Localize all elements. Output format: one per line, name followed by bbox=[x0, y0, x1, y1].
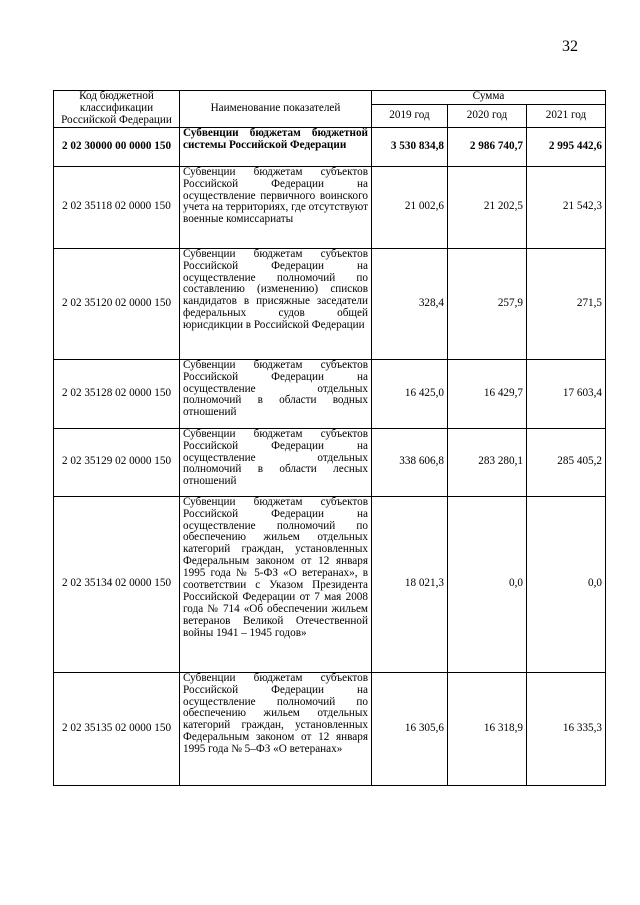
budget-table bbox=[53, 90, 606, 786]
row-value-2019: 16 425,0 bbox=[372, 359, 448, 428]
table-row bbox=[54, 672, 606, 785]
row-code: 2 02 35118 02 0000 150 bbox=[54, 166, 180, 248]
table-row bbox=[54, 428, 606, 496]
row-code: 2 02 35134 02 0000 150 bbox=[54, 496, 180, 672]
row-value-2020: 21 202,5 bbox=[448, 166, 527, 248]
table-row bbox=[54, 359, 606, 428]
header-year-2019: 2019 год bbox=[372, 104, 448, 127]
row-code: 2 02 35129 02 0000 150 bbox=[54, 428, 180, 496]
row-value-2021: 17 603,4 bbox=[527, 359, 606, 428]
header-sum: Сумма bbox=[372, 91, 606, 105]
header-year-2021: 2021 год bbox=[527, 104, 606, 127]
row-name: Субвенции бюджетам субъектов Российской Федерации на осуществление отдельных полномочий в области лесных отношений bbox=[180, 428, 372, 496]
row-name: Субвенции бюджетам бюджетной системы Российской Федерации bbox=[180, 127, 372, 166]
row-value-2019: 338 606,8 bbox=[372, 428, 448, 496]
header-code: Код бюджетной классификации Российской Федерации bbox=[54, 91, 180, 128]
row-value-2021: 271,5 bbox=[527, 248, 606, 359]
row-value-2020: 257,9 bbox=[448, 248, 527, 359]
row-value-2021: 16 335,3 bbox=[527, 672, 606, 785]
row-value-2020: 283 280,1 bbox=[448, 428, 527, 496]
table-row bbox=[54, 496, 606, 672]
row-value-2020: 0,0 bbox=[448, 496, 527, 672]
table-row bbox=[54, 166, 606, 248]
table-row bbox=[54, 248, 606, 359]
row-value-2019: 16 305,6 bbox=[372, 672, 448, 785]
row-name: Субвенции бюджетам субъектов Российской Федерации на осуществление первичного воинского учета на территориях, где отсутствуют военные комиссариаты bbox=[180, 166, 372, 248]
row-value-2020: 2 986 740,7 bbox=[448, 127, 527, 166]
header-year-2020: 2020 год bbox=[448, 104, 527, 127]
row-name: Субвенции бюджетам субъектов Российской Федерации на осуществление полномочий по составлению (изменению) списков кандидатов в присяжные заседатели федеральных судов общей юрисдикции в Российской Федерации bbox=[180, 248, 372, 359]
row-name: Субвенции бюджетам субъектов Российской Федерации на осуществление полномочий по обеспечению жильем отдельных категорий граждан, установленных Федеральным законом от 12 января 1995 года № 5–ФЗ «О ветеранах» bbox=[180, 672, 372, 785]
row-name: Субвенции бюджетам субъектов Российской Федерации на осуществление отдельных полномочий в области водных отношений bbox=[180, 359, 372, 428]
header-name: Наименование показателей bbox=[180, 91, 372, 128]
row-value-2019: 18 021,3 bbox=[372, 496, 448, 672]
row-code: 2 02 35120 02 0000 150 bbox=[54, 248, 180, 359]
row-value-2019: 21 002,6 bbox=[372, 166, 448, 248]
row-code: 2 02 35135 02 0000 150 bbox=[54, 672, 180, 785]
row-code: 2 02 35128 02 0000 150 bbox=[54, 359, 180, 428]
row-value-2021: 21 542,3 bbox=[527, 166, 606, 248]
row-value-2021: 285 405,2 bbox=[527, 428, 606, 496]
row-name: Субвенции бюджетам субъектов Российской Федерации на осуществление полномочий по обеспечению жильем отдельных категорий граждан, установленных Федеральным законом от 12 января 1995 года № 5-ФЗ «О ветеранах», в соответствии с Указом Президента Российской Федерации от 7 мая 2008 года № 714 «Об обеспечении жильем ветеранов Великой Отечественной войны 1941 – 1945 годов» bbox=[180, 496, 372, 672]
table-row bbox=[54, 127, 606, 166]
row-value-2019: 328,4 bbox=[372, 248, 448, 359]
row-value-2020: 16 318,9 bbox=[448, 672, 527, 785]
row-code: 2 02 30000 00 0000 150 bbox=[54, 127, 180, 166]
page-number: 32 bbox=[562, 38, 578, 55]
row-value-2019: 3 530 834,8 bbox=[372, 127, 448, 166]
row-value-2020: 16 429,7 bbox=[448, 359, 527, 428]
row-value-2021: 2 995 442,6 bbox=[527, 127, 606, 166]
row-value-2021: 0,0 bbox=[527, 496, 606, 672]
